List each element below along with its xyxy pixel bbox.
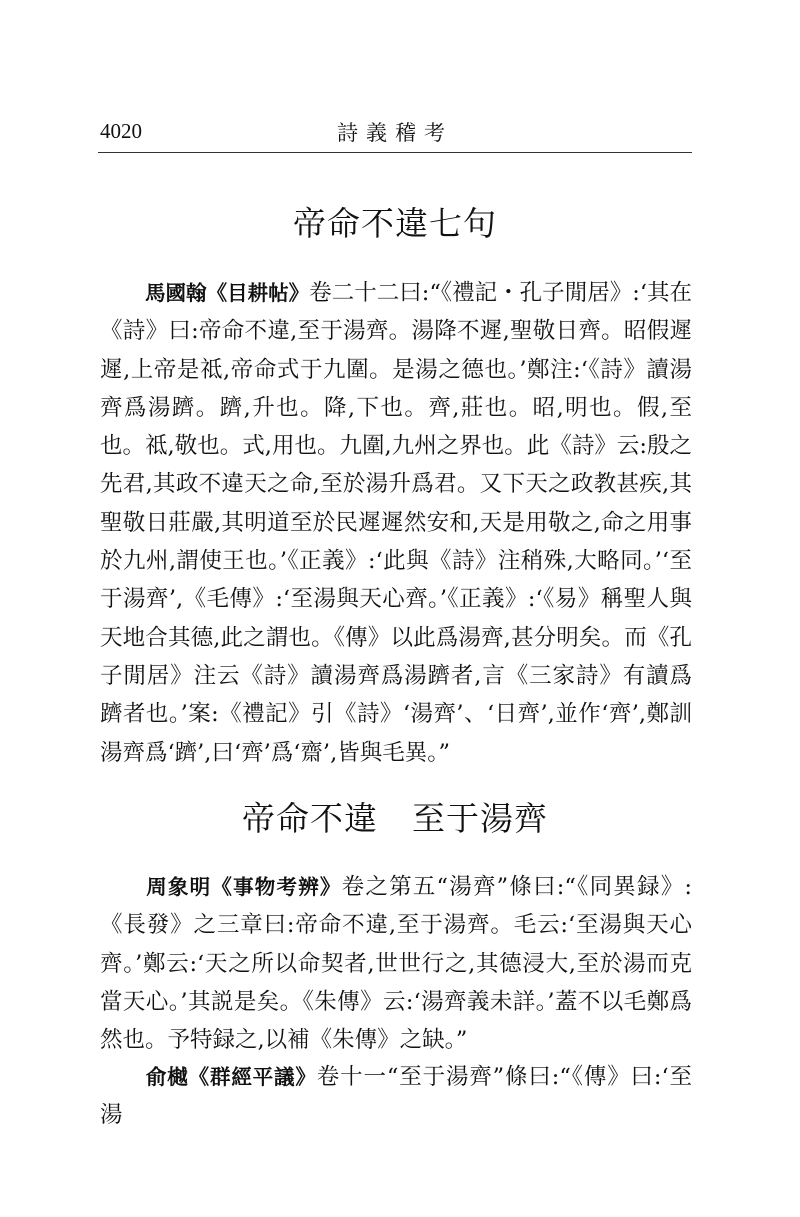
page-number: 4020 bbox=[100, 119, 142, 143]
entry-work-title: 《目耕帖》 bbox=[206, 281, 310, 305]
entry-paragraph bbox=[100, 868, 692, 1059]
entry-text: 卷十一“至于湯齊”條曰:“《傳》曰:‘至湯 bbox=[100, 1064, 693, 1129]
entry-text: 卷二十二曰:“《禮記・孔子閒居》:‘其在《詩》曰:帝命不違,至于湯齊。湯降不遲,聖敬日齊。昭假遲遲,上帝是祗,帝命式于九圍。是湯之德也。’鄭注:‘《詩》讀湯齊爲湯躋。躋,升也。降,下也。齊,莊也。昭,明也。假,至也。祗,敬也。式,用也。九圍,九州之界也。此《詩》云:殷之先君,其政不違天之命,至於湯升爲君。又下天之政教甚疾,其聖敬日莊嚴,其明道至於民遲遲然安和,天是用敬之,命之用事於九州,謂使王也。’《正義》:‘此與《詩》注稍殊,大略同。’‘至于湯齊’,《毛傳》:‘至湯與天心齊。’《正義》:‘《易》稱聖人與天地合其德,此之謂也。《傳》以此爲湯齊,甚分明矣。而《孔子閒居》注云《詩》讀湯齊爲湯躋者,言《三家詩》有讀爲躋者也。’案:《禮記》引《詩》‘湯齊’、‘日齊’,並作‘齊’,鄭訓湯齊爲‘躋’,曰‘齊’爲‘齋’,皆與毛異。” bbox=[100, 280, 693, 766]
running-header bbox=[98, 112, 692, 152]
entry-author: 周象明 bbox=[145, 875, 212, 899]
section-title: 帝命不違 至于湯齊 bbox=[242, 799, 548, 838]
entry-work-title: 《事物考辨》 bbox=[211, 875, 342, 899]
entry-paragraph bbox=[100, 274, 692, 772]
entry-text: 卷之第五“湯齊”條曰:“《同異録》:《長發》之三章曰:帝命不違,至于湯齊。毛云:‘至湯與天心齊。’鄭云:‘天之所以命契者,世世行之,其德浸大,至於湯而克當天心。’其説是矣。《朱傳》云:‘湯齊義未詳。’蓋不以毛鄭爲然也。予特録之,以補《朱傳》之缺。” bbox=[100, 874, 693, 1054]
header-rule bbox=[98, 152, 692, 153]
entry-paragraph bbox=[100, 1058, 692, 1135]
entry-author: 俞樾 bbox=[145, 1065, 189, 1089]
entry-work-title: 《群經平議》 bbox=[188, 1065, 317, 1089]
section-title: 帝命不違七句 bbox=[293, 204, 497, 243]
book-title: 詩義稽考 bbox=[337, 121, 453, 145]
entry-author: 馬國翰 bbox=[145, 281, 207, 305]
